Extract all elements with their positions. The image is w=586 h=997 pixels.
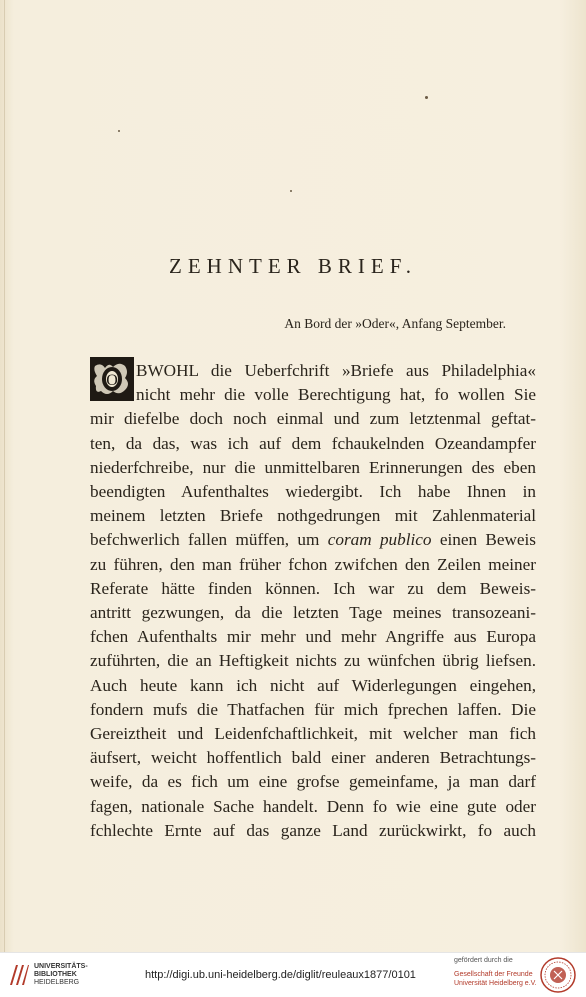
library-name-line: BIBLIOTHEK <box>34 971 77 978</box>
text-line: mir diefelbe doch noch einmal und zum letztenmal geftat- <box>90 409 536 429</box>
text-line: nicht mehr die volle Berechtigung hat, fo wollen Sie <box>136 385 536 405</box>
sponsor-line: Gesellschaft der Freunde <box>454 971 533 978</box>
library-logo-icon[interactable] <box>8 963 30 987</box>
university-seal-icon[interactable] <box>540 957 576 993</box>
print-speck <box>290 190 292 192</box>
library-name[interactable] <box>34 963 88 987</box>
library-name-line: UNIVERSITÄTS- <box>34 963 88 970</box>
text-line: niederfchreibe, nur die unmittelbaren Erinnerungen des eben <box>90 457 536 477</box>
viewer-footer <box>0 952 586 997</box>
sponsor-line: Universität Heidelberg e.V. <box>454 980 537 987</box>
text-line: fchen Aufenthalts mir mehr und mehr Angriffe aus Europa <box>90 627 536 647</box>
text-line: fondern mufs die Thatfachen für mich fprechen laffen. Die <box>90 699 536 719</box>
text-line: fchlechte Ernte auf das ganze Land zurückwirkt, fo auch <box>90 820 536 840</box>
text-segment: einen Beweis <box>431 530 536 550</box>
text-line: Referate hätte finden können. Ich war zu dem Beweis- <box>90 578 536 598</box>
print-speck <box>425 96 428 99</box>
page-edge <box>4 0 5 952</box>
text-line: zu führen, den man früher fchon zwifchen den Zeilen meiner <box>90 554 536 574</box>
sponsor-label: gefördert durch die <box>454 957 513 964</box>
svg-text:O: O <box>106 372 118 389</box>
text-line: äufsert, weicht hoffentlich bald einer anderen Betrachtungs- <box>90 748 536 768</box>
italic-phrase: coram publico <box>327 530 432 550</box>
text-line: meinem letzten Briefe nothgedrungen mit Zahlenmaterial <box>90 506 536 526</box>
text-line: ten, da das, was ich auf dem fchaukelnden Ozeandampfer <box>90 433 536 453</box>
text-line: antritt gezwungen, da die letzten Tage meines transozeani- <box>90 603 536 623</box>
letter-body <box>90 359 536 843</box>
library-name-line: HEIDELBERG <box>34 979 80 986</box>
text-line: fagen, nationale Sache handelt. Denn fo wie eine gute oder <box>90 796 536 816</box>
text-line: beendigten Aufenthaltes wiedergibt. Ich habe Ihnen in <box>90 482 536 502</box>
text-line: weife, da es fich um eine grofse gemeinfame, ja man darf <box>90 772 536 792</box>
chapter-heading: ZEHNTER BRIEF. <box>169 254 417 278</box>
text-line: zuführten, die an Heftigkeit nichts zu wünfchen übrig liefsen. <box>90 651 536 671</box>
text-line: Gereiztheit und Leidenfchaftlichkeit, mit welcher man fich <box>90 724 536 744</box>
text-line: Auch heute kann ich nicht auf Widerlegungen eingehen, <box>90 675 536 695</box>
text-line <box>90 528 536 552</box>
permalink-url[interactable]: http://digi.ub.uni-heidelberg.de/diglit/reuleaux1877/0101 <box>145 969 416 981</box>
text-segment: befchwerlich fallen müffen, um <box>90 530 328 550</box>
sponsor-name[interactable] <box>454 970 537 988</box>
print-speck <box>118 130 120 132</box>
text-line: BWOHL die Ueberfchrift »Briefe aus Philadelphia« <box>136 361 536 380</box>
letter-dateline: An Bord der »Oder«, Anfang September. <box>284 316 506 331</box>
